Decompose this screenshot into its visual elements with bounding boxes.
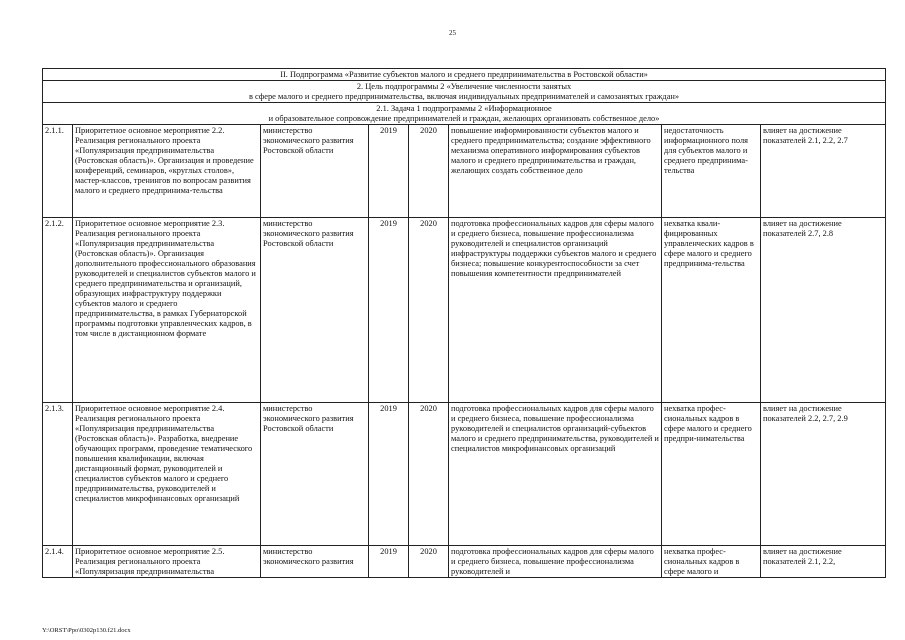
executor: министерство экономического развития Ростовской области: [261, 125, 369, 218]
start-year: 2019: [369, 125, 409, 218]
task-title: [43, 103, 886, 125]
row-number: 2.1.2.: [43, 218, 73, 403]
indicator-link: влияет на достижение показателей 2.1, 2.2, 2.7: [761, 125, 886, 218]
executor: министерство экономического развития Ростовской области: [261, 218, 369, 403]
expected-result: подготовка профессиональных кадров для сферы малого и среднего бизнеса, повышение профессионализма руководителей и: [449, 546, 662, 578]
task-title-line2: и образовательное сопровождение предпринимателей и граждан, желающих организовать собственное дело»: [268, 114, 660, 123]
measure-description: Приоритетное основное мероприятие 2.4. Реализация регионального проекта «Популяризация предпринимательства (Ростовская область)». Разработка, внедрение обучающих программ, проведение тематического повышения квалификации, включая дистанционный формат, руководителей и специалистов субъектов малого и среднего предпринимательства, руководителей и специалистов микрофинансовых организаций: [73, 403, 261, 546]
subprogram-title: II. Подпрограмма «Развитие субъектов малого и среднего предпринимательства в Ростовской области»: [43, 69, 886, 81]
task-header-row: [43, 103, 886, 125]
table-row: [43, 125, 886, 218]
start-year: 2019: [369, 218, 409, 403]
non-implementation-consequences: нехватка профес-сиональных кадров в сфере малого и среднего предпри-нимательства: [662, 403, 761, 546]
goal-header-row: [43, 81, 886, 103]
executor: министерство экономического развития Ростовской области: [261, 403, 369, 546]
goal-title-line2: в сфере малого и среднего предпринимательства, включая индивидуальных предпринимателей и самозанятых граждан»: [248, 92, 680, 101]
start-year: 2019: [369, 546, 409, 578]
end-year: 2020: [409, 125, 449, 218]
start-year: 2019: [369, 403, 409, 546]
subprogram-header-row: [43, 69, 886, 81]
end-year: 2020: [409, 403, 449, 546]
goal-title: [43, 81, 886, 103]
indicator-link: влияет на достижение показателей 2.7, 2.8: [761, 218, 886, 403]
row-number: 2.1.1.: [43, 125, 73, 218]
row-number: 2.1.4.: [43, 546, 73, 578]
non-implementation-consequences: нехватка квали-фицированных управленческих кадров в сфере малого и среднего предпринима-тельства: [662, 218, 761, 403]
measure-description: Приоритетное основное мероприятие 2.2. Реализация регионального проекта «Популяризация предпринимательства (Ростовская область)». Организация и проведение конференций, семинаров, «круглых столов», мастер-классов, тренингов по вопросам развития малого и среднего предпринима-тельства: [73, 125, 261, 218]
non-implementation-consequences: нехватка профес-сиональных кадров в сфере малого и: [662, 546, 761, 578]
measure-description: Приоритетное основное мероприятие 2.5. Реализация регионального проекта «Популяризация предпринимательства: [73, 546, 261, 578]
indicator-link: влияет на достижение показателей 2.1, 2.2,: [761, 546, 886, 578]
measures-table: [42, 68, 886, 578]
table-row: [43, 218, 886, 403]
goal-title-line1: 2. Цель подпрограммы 2 «Увеличение численности занятых: [356, 82, 572, 91]
row-number: 2.1.3.: [43, 403, 73, 546]
end-year: 2020: [409, 546, 449, 578]
task-title-line1: 2.1. Задача 1 подпрограммы 2 «Информационное: [376, 104, 552, 113]
table-row: [43, 546, 886, 578]
expected-result: повышение информированности субъектов малого и среднего предпринимательства; создание эффективного механизма оперативного информирования субъектов малого и среднего предпринимательства и граждан, желающих создать собственное дело: [449, 125, 662, 218]
executor: министерство экономического развития: [261, 546, 369, 578]
end-year: 2020: [409, 218, 449, 403]
file-path-footer: Y:\ORST\Ppo\0302p130.f21.docx: [42, 627, 131, 634]
expected-result: подготовка профессиональных кадров для сферы малого и среднего бизнеса, повышение профессионализма руководителей и специалистов организаций инфраструктуры поддержки субъектов малого и среднего бизнеса; повышение конкурентоспособности за счет повышения компетентности предпринимателей: [449, 218, 662, 403]
measure-description: Приоритетное основное мероприятие 2.3. Реализация регионального проекта «Популяризация предпринимательства (Ростовская область)». Организация дополнительного профессионального образования руководителей и специалистов субъектов малого и среднего предпринимательства и организаций, образующих инфраструктуру поддержки субъектов малого и среднего предпринимательства, в рамках Губернаторской программы подготовки управленческих кадров, в том числе в дистанционном формате: [73, 218, 261, 403]
expected-result: подготовка профессиональных кадров для сферы малого и среднего бизнеса, повышение профессионализма руководителей и специалистов организаций-субъектов малого и среднего предпринимательства, руководителей и специалистов микрофинансовых организаций: [449, 403, 662, 546]
non-implementation-consequences: недостаточность информационного поля для субъектов малого и среднего предпринима-тельства: [662, 125, 761, 218]
page-number: 25: [449, 29, 456, 37]
indicator-link: влияет на достижение показателей 2.2, 2.7, 2.9: [761, 403, 886, 546]
table-row: [43, 403, 886, 546]
